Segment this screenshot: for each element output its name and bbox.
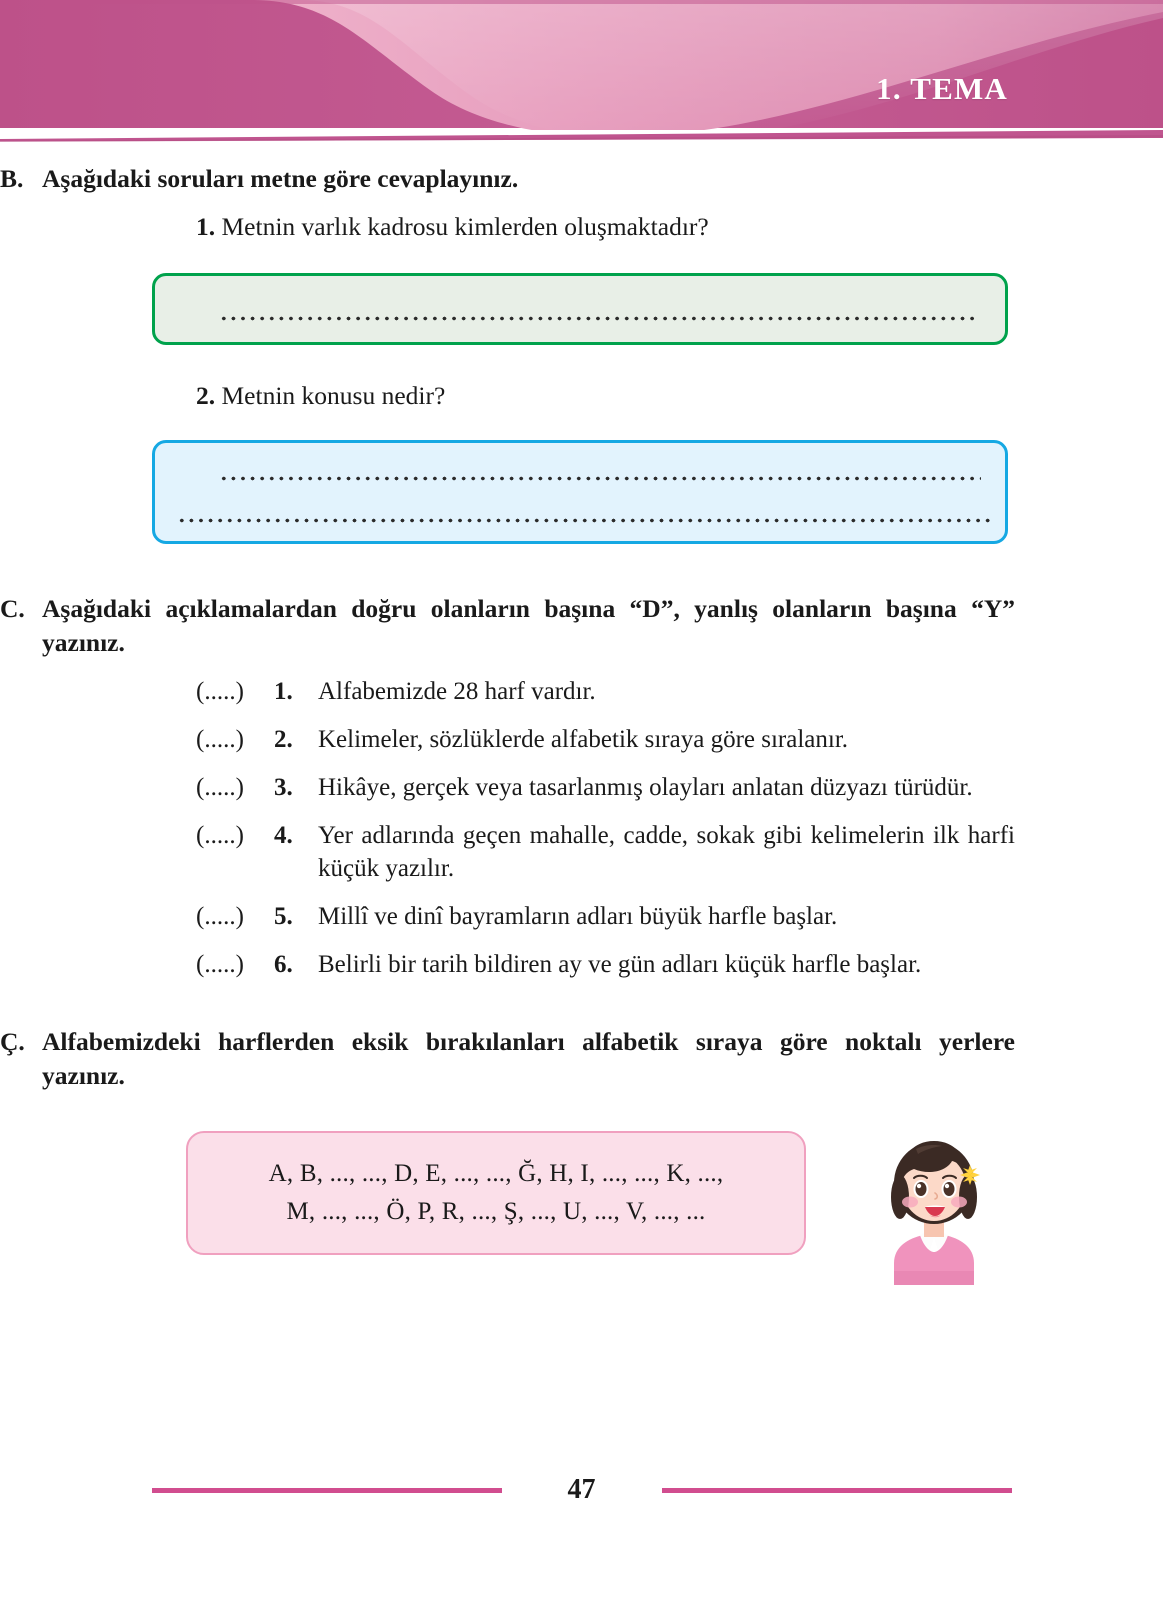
item-number: 4.: [274, 822, 293, 849]
item-number: 3.: [274, 774, 293, 801]
alphabet-line-2[interactable]: M, ..., ..., Ö, P, R, ..., Ş, ..., U, ..., V, ..., ...: [286, 1197, 706, 1225]
girl-student-illustration: [868, 1125, 998, 1285]
item-text: Millî ve dinî bayramların adları büyük harfle başlar.: [318, 903, 838, 930]
item-text: Alfabemizde 28 harf vardır.: [318, 678, 596, 705]
item-text: Yer adlarında geçen mahalle, cadde, sokak gibi kelimelerin ilk harfi küçük yazılır.: [318, 822, 1015, 882]
section-c-cedilla-heading-text: Alfabemizdeki harflerden eksik bırakılanları alfabetik sıraya göre noktalı yerlere yazınız.: [42, 1027, 1015, 1090]
flower-hairclip-icon: [960, 1165, 980, 1185]
item-text: Belirli bir tarih bildiren ay ve gün adları küçük harfle başlar.: [318, 951, 922, 978]
true-false-item: [0, 723, 1163, 756]
section-b-heading-text: Aşağıdaki soruları metne göre cevaplayınız.: [42, 164, 519, 193]
section-b-letter: B.: [0, 164, 24, 193]
answer-box-question-2[interactable]: [152, 440, 1008, 544]
question-2-number: 2.: [196, 381, 216, 411]
section-b-heading-row: [0, 162, 1163, 196]
answer-blank-parenthesis[interactable]: (.....): [196, 903, 244, 930]
section-b: [0, 162, 1163, 544]
answer-blank-parenthesis[interactable]: (.....): [196, 726, 244, 753]
section-c-cedilla: [0, 1025, 1163, 1283]
page-header: [0, 0, 1163, 130]
section-c-heading-text: Aşağıdaki açıklamalardan doğru olanların başına “D”, yanlış olanların başına “Y” yazınız.: [42, 594, 1015, 658]
dotted-writing-line: [219, 316, 977, 321]
section-c: [0, 592, 1163, 981]
true-false-list: [0, 675, 1163, 981]
header-theme-title: 1. TEMA: [876, 71, 1008, 106]
alphabet-exercise-row: [0, 1125, 1163, 1283]
question-1-text: Metnin varlık kadrosu kimlerden oluşmaktadır?: [221, 211, 709, 241]
dotted-writing-line: [219, 476, 981, 481]
header-wave-graphic: [0, 0, 1163, 130]
item-number: 2.: [274, 726, 293, 753]
true-false-item: [0, 900, 1163, 933]
page-footer: [0, 1468, 1163, 1512]
true-false-item: [0, 948, 1163, 981]
true-false-item: [0, 771, 1163, 804]
page-number: 47: [567, 1474, 596, 1505]
item-text: Kelimeler, sözlüklerde alfabetik sıraya göre sıralanır.: [318, 726, 849, 753]
section-c-letter: C.: [0, 594, 25, 624]
alphabet-speech-bubble: [186, 1131, 806, 1255]
item-number: 1.: [274, 678, 293, 705]
question-2: [0, 379, 1163, 412]
footer-rule-right: [662, 1488, 1012, 1493]
footer-rule-left: [152, 1488, 502, 1493]
item-text: Hikâye, gerçek veya tasarlanmış olayları anlatan düzyazı türüdür.: [318, 774, 973, 801]
section-c-cedilla-letter: Ç.: [0, 1027, 25, 1056]
question-1: [0, 210, 1163, 243]
page-content: [0, 162, 1163, 1283]
true-false-item: [0, 819, 1163, 885]
answer-box-question-1[interactable]: [152, 273, 1008, 345]
dotted-writing-line: [177, 518, 991, 523]
alphabet-line-1[interactable]: A, B, ..., ..., D, E, ..., ..., Ğ, H, I, ..., ..., K, ...,: [268, 1159, 724, 1187]
question-2-text: Metnin konusu nedir?: [221, 381, 446, 411]
question-1-number: 1.: [196, 211, 216, 241]
answer-blank-parenthesis[interactable]: (.....): [196, 774, 244, 801]
answer-blank-parenthesis[interactable]: (.....): [196, 951, 244, 978]
header-accent-stripe: [0, 128, 1163, 142]
answer-blank-parenthesis[interactable]: (.....): [196, 678, 244, 705]
section-c-heading-row: [0, 592, 1163, 660]
item-number: 5.: [274, 903, 293, 930]
answer-blank-parenthesis[interactable]: (.....): [196, 822, 244, 849]
section-c-cedilla-heading-row: [0, 1025, 1163, 1093]
item-number: 6.: [274, 951, 293, 978]
true-false-item: [0, 675, 1163, 708]
